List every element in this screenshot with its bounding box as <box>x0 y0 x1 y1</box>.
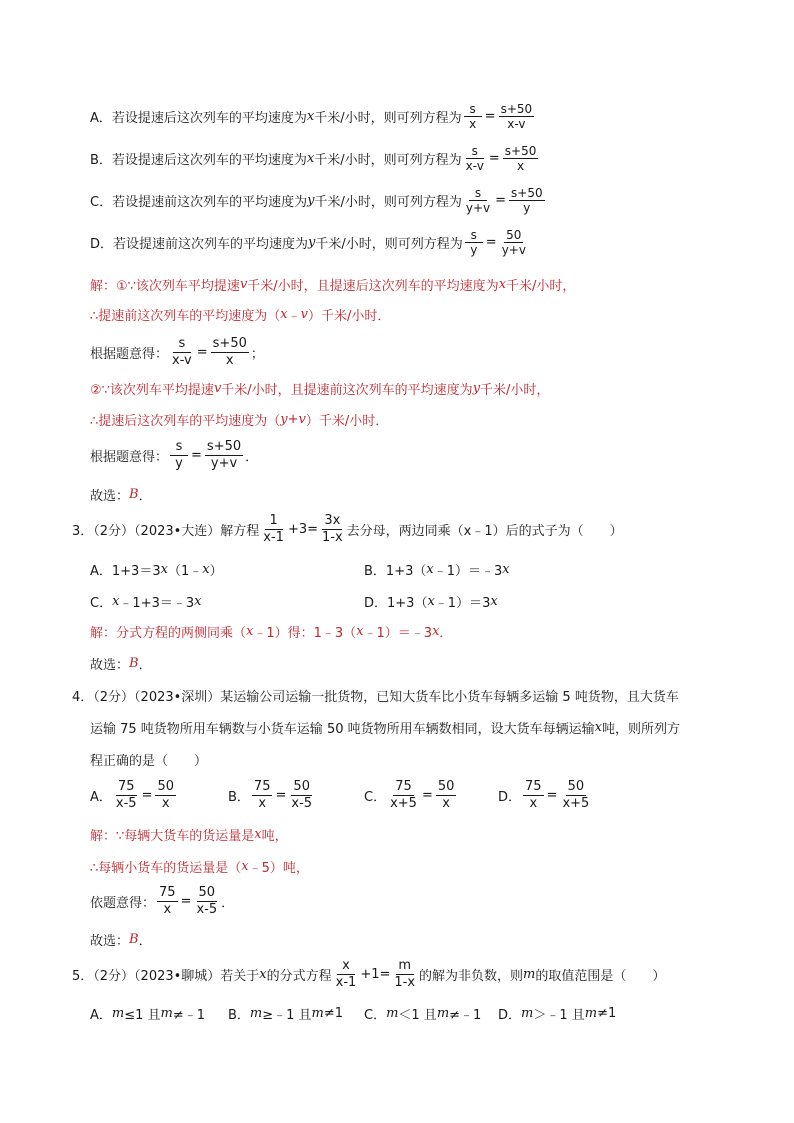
solution-text: ﹣1）＝﹣3 <box>363 625 433 641</box>
option-text: ≤1 且 <box>124 1007 161 1023</box>
denominator: x <box>469 116 477 131</box>
equals: = <box>485 234 497 250</box>
option-text: C． <box>90 194 113 210</box>
numerator: 3x <box>324 512 341 528</box>
q5-question <box>72 956 665 992</box>
option-text: ＜1 且 <box>398 1007 437 1023</box>
question-text: 5．（2分）（2023•聊城）若关于 <box>72 968 260 984</box>
denominator: x-5 <box>115 795 137 811</box>
variable: m <box>249 1005 263 1021</box>
answer-end: ． <box>138 657 152 673</box>
solution-text: 解：∵每辆大货车的货运量是 <box>90 828 255 844</box>
fraction <box>523 779 544 812</box>
option-text: 千米/小时，则可列方程为 <box>314 110 462 126</box>
numerator: s+50 <box>212 335 247 351</box>
variable: x <box>160 561 168 577</box>
q3-option-c <box>90 584 201 618</box>
solution-text: ）千米/小时． <box>305 413 389 429</box>
answer-value: B <box>129 655 139 671</box>
q2-solution-line-5 <box>90 403 388 435</box>
option-text: B．1+3（ <box>364 563 427 579</box>
fraction <box>252 779 273 812</box>
equals: = <box>484 108 496 124</box>
question-text: 的分式方程 <box>266 968 332 984</box>
option-text: B． <box>228 789 250 805</box>
solution-text: 千米/小时，且提速前这次列车的平均速度为 <box>221 382 473 398</box>
fraction <box>170 336 194 369</box>
q2-answer <box>90 478 152 510</box>
equals: = <box>196 344 208 360</box>
fraction <box>211 336 249 369</box>
variable: m <box>436 1005 450 1021</box>
variable: m <box>523 966 536 982</box>
equals: = <box>495 192 507 208</box>
solution-text: ）千米/小时． <box>308 308 391 324</box>
fraction <box>157 885 178 918</box>
variable: v <box>298 411 306 427</box>
denominator: y+v <box>465 200 491 215</box>
q5-option-b <box>228 996 343 1030</box>
option-text: 千米/小时，则可列方程为 <box>314 152 462 168</box>
numerator: 50 <box>567 778 585 794</box>
question-text: 3．（2分）（2023•大连）解方程 <box>72 523 260 539</box>
equals: = <box>421 787 433 803</box>
equals: = <box>546 787 558 803</box>
q4-solution-line-1 <box>90 818 288 850</box>
numerator: 50 <box>157 778 175 794</box>
q3-question <box>72 511 623 547</box>
q4-option-b <box>228 776 316 814</box>
fraction <box>170 439 188 472</box>
answer-label: 故选： <box>90 933 130 949</box>
denominator: x-v <box>465 158 484 173</box>
variable: x <box>306 108 315 124</box>
denominator: y <box>175 455 183 471</box>
fraction <box>503 144 539 173</box>
option-text: ﹣1）＝﹣3 <box>433 563 503 579</box>
solution-text: 千米/小时，且提速后这次列车的平均速度为 <box>247 278 499 294</box>
denominator: x-v <box>507 116 526 131</box>
solution-text: 根据题意得： <box>90 449 169 465</box>
variable: m <box>386 1005 399 1021</box>
variable: x <box>254 826 262 842</box>
fraction <box>334 958 359 991</box>
question-text: 的解为非负数，则 <box>419 968 524 984</box>
numerator: 75 <box>159 884 176 900</box>
equals: = <box>275 787 287 803</box>
numerator: 50 <box>198 884 216 900</box>
numerator: 50 <box>293 778 310 794</box>
q4-question-line-3 <box>90 743 207 775</box>
variable: m <box>584 1005 598 1021</box>
question-text: 去分母，两边同乘（x﹣1）后的式子为（ ） <box>346 523 623 539</box>
numerator: s <box>469 186 487 201</box>
variable: y <box>307 192 315 208</box>
fraction <box>464 144 486 173</box>
option-text: 千米/小时，则可列方程为 <box>314 194 462 210</box>
variable: m <box>311 1005 324 1021</box>
denominator: x-1 <box>263 529 284 545</box>
variable: x <box>246 623 254 639</box>
answer-end: ． <box>138 933 152 949</box>
q5-option-d <box>498 996 616 1030</box>
question-text: +1= <box>360 966 391 982</box>
variable: x <box>241 858 249 874</box>
variable: m <box>521 1005 534 1021</box>
option-text: ≠﹣1 <box>172 1007 206 1023</box>
option-text: 若设提速前这次列车的平均速度为 <box>112 194 308 210</box>
solution-text: ﹣5）吨， <box>248 860 309 876</box>
option-text: ﹣1）＝3 <box>434 595 491 611</box>
variable: x <box>427 593 435 609</box>
numerator: s <box>464 102 482 117</box>
denominator: x+5 <box>562 795 590 811</box>
q2-option-a <box>90 100 536 132</box>
solution-text: ∴提速后这次列车的平均速度为（ <box>90 413 281 429</box>
solution-text: ∴每辆小货车的货运量是（ <box>90 860 242 876</box>
question-text: 吨，则所列方 <box>601 721 680 737</box>
fraction <box>499 102 535 131</box>
question-text: 的取值范围是（ ） <box>535 968 666 984</box>
answer-label: 故选： <box>90 488 130 504</box>
variable: y <box>308 234 316 250</box>
option-text: （1﹣ <box>167 563 203 579</box>
solution-text: ； <box>250 346 264 362</box>
numerator: 50 <box>437 778 455 794</box>
denominator: x <box>225 352 234 368</box>
question-text: 4．（2分）（2023•深圳）某运输公司运输一批货物，已知大货车比小货车每辆多运输 5 吨货物，且大货车 <box>72 689 679 705</box>
solution-text: 千米/小时， <box>506 278 576 294</box>
q3-option-d <box>364 584 498 618</box>
denominator: x <box>442 795 450 811</box>
q4-option-d <box>498 776 593 814</box>
denominator: x+5 <box>390 795 417 811</box>
option-text: ≠1 <box>323 1005 344 1021</box>
answer-value: B <box>129 486 139 502</box>
denominator: y+v <box>210 455 238 471</box>
variable: x <box>259 966 267 982</box>
variable: y <box>472 380 481 396</box>
fraction <box>205 439 243 472</box>
fraction <box>114 779 139 812</box>
q3-solution <box>90 615 452 647</box>
option-text: A．1+3＝3 <box>90 563 161 579</box>
q3-option-b <box>364 552 510 586</box>
option-text: ≠﹣1 <box>449 1007 482 1023</box>
denominator: x-5 <box>196 901 218 917</box>
variable: x <box>490 593 498 609</box>
variable: x <box>594 719 602 735</box>
q4-question-line-2 <box>90 711 680 743</box>
denominator: y+v <box>501 242 526 257</box>
numerator: s <box>173 336 191 353</box>
option-text: D． <box>90 236 114 252</box>
q5-option-a <box>90 996 205 1030</box>
fraction <box>560 779 591 812</box>
q5-option-c <box>364 996 481 1030</box>
option-text: C． <box>364 789 387 805</box>
fraction <box>464 186 492 215</box>
equals: = <box>191 447 202 463</box>
q4-option-a <box>90 776 178 814</box>
solution-text: 千米/小时， <box>480 382 550 398</box>
solution-text: ﹣1）得：1﹣3（ <box>253 625 357 641</box>
q2-solution-line-4 <box>90 372 549 404</box>
q4-answer <box>90 923 152 955</box>
q2-option-b <box>90 142 540 174</box>
option-text: 千米/小时，则可列方程为 <box>315 236 463 252</box>
variable: x <box>432 623 440 639</box>
denominator: x <box>517 158 525 173</box>
variable: m <box>111 1005 125 1021</box>
denominator: x <box>163 901 172 917</box>
solution-text: ﹣ <box>287 308 301 324</box>
variable: v <box>213 380 222 396</box>
numerator: s+50 <box>504 143 537 158</box>
option-text: A． <box>90 1007 112 1023</box>
question-text: 运输 75 吨货物所用车辆数与小货车运输 50 吨货物所用车辆数相同，设大货车每辆运输 <box>90 721 595 737</box>
numerator: 75 <box>117 778 135 794</box>
option-text: D． <box>498 1007 522 1023</box>
option-text: 若设提速前这次列车的平均速度为 <box>113 236 309 252</box>
fraction <box>388 779 419 812</box>
option-text: 若设提速后这次列车的平均速度为 <box>111 110 307 126</box>
q3-option-a <box>90 552 223 586</box>
denominator: x-1 <box>335 974 357 990</box>
variable: x <box>280 306 288 322</box>
numerator: s+50 <box>500 101 533 116</box>
denominator: y <box>470 242 478 257</box>
option-text: B． <box>90 152 112 168</box>
numerator: s <box>170 439 188 456</box>
numerator: s+50 <box>511 185 543 200</box>
question-text: +3= <box>287 521 319 537</box>
numerator: 75 <box>395 778 412 794</box>
option-text: ≥﹣1 且 <box>262 1007 312 1023</box>
q4-solution-line-3 <box>90 882 234 920</box>
variable: x <box>112 593 120 609</box>
solution-text: ②∵该次列车平均提速 <box>90 382 214 398</box>
numerator: 50 <box>506 227 522 242</box>
denominator: y <box>523 200 531 215</box>
question-text: 程正确的是（ ） <box>90 753 208 769</box>
numerator: 75 <box>525 778 542 794</box>
option-text: A． <box>90 110 112 126</box>
variable: v <box>239 276 248 292</box>
numerator: x <box>337 958 355 975</box>
numerator: m <box>396 958 414 975</box>
solution-text: ． <box>245 449 259 465</box>
option-text: A． <box>90 789 112 805</box>
denominator: 1-x <box>394 974 416 990</box>
numerator: 75 <box>253 778 271 794</box>
solution-text: 依题意得： <box>90 895 156 911</box>
denominator: x <box>529 795 538 811</box>
solution-text: ． <box>221 895 235 911</box>
fraction <box>392 958 417 991</box>
fraction <box>465 228 483 257</box>
numerator: s <box>466 144 484 159</box>
fraction <box>261 513 286 546</box>
fraction <box>500 228 528 257</box>
fraction <box>320 513 345 546</box>
variable: x <box>426 561 434 577</box>
fraction <box>436 779 457 812</box>
solution-text: 解：①∵该次列车平均提速 <box>90 278 240 294</box>
equals: = <box>180 893 192 909</box>
option-text: D． <box>498 789 522 805</box>
equals: = <box>488 150 500 166</box>
q2-option-c <box>90 184 547 216</box>
solution-text: 吨， <box>261 828 288 844</box>
q2-solution-line-1 <box>90 268 575 300</box>
denominator: x-v <box>172 352 192 368</box>
option-text: B． <box>228 1007 250 1023</box>
variable: v <box>300 306 308 322</box>
numerator: s+50 <box>206 438 242 454</box>
option-text: 若设提速后这次列车的平均速度为 <box>111 152 307 168</box>
option-text: ≠1 <box>597 1005 617 1021</box>
option-text: D．1+3（ <box>364 595 428 611</box>
fraction <box>194 885 219 918</box>
variable: m <box>160 1005 173 1021</box>
solution-text: ∴提速前这次列车的平均速度为（ <box>90 308 281 324</box>
denominator: 1-x <box>322 529 343 545</box>
solution-text: ． <box>439 625 453 641</box>
answer-end: ． <box>138 488 152 504</box>
fraction <box>155 779 176 812</box>
option-text: ） <box>209 563 223 579</box>
option-text: C． <box>90 595 113 611</box>
variable: y <box>280 411 288 427</box>
variable: x <box>502 561 510 577</box>
q2-option-d <box>90 226 530 258</box>
fraction <box>464 102 482 131</box>
q4-option-c <box>364 776 458 814</box>
equals: = <box>141 787 153 803</box>
answer-label: 故选： <box>90 657 130 673</box>
q4-solution-line-2 <box>90 850 309 882</box>
variable: x <box>306 150 315 166</box>
q3-answer <box>90 647 152 679</box>
denominator: x <box>161 795 170 811</box>
q2-solution-line-2 <box>90 298 390 330</box>
option-text: ﹣1+3＝﹣3 <box>119 595 195 611</box>
numerator: 1 <box>265 513 283 530</box>
option-text: C． <box>364 1007 387 1023</box>
variable: x <box>498 276 507 292</box>
solution-text: + <box>287 411 299 427</box>
q2-solution-line-6 <box>90 437 258 473</box>
fraction <box>289 779 314 812</box>
denominator: x <box>258 795 267 811</box>
solution-text: 解：分式方程的两侧同乘（ <box>90 625 247 641</box>
solution-text: 根据题意得： <box>90 346 169 362</box>
q4-question-line-1 <box>72 679 679 711</box>
numerator: s <box>465 228 483 243</box>
q2-solution-line-3 <box>90 334 264 370</box>
variable: x <box>194 593 202 609</box>
option-text: ＞﹣1 且 <box>533 1007 585 1023</box>
answer-value: B <box>129 931 139 947</box>
denominator: x-5 <box>291 795 313 811</box>
variable: x <box>356 623 364 639</box>
fraction <box>509 186 545 215</box>
variable: x <box>202 561 210 577</box>
